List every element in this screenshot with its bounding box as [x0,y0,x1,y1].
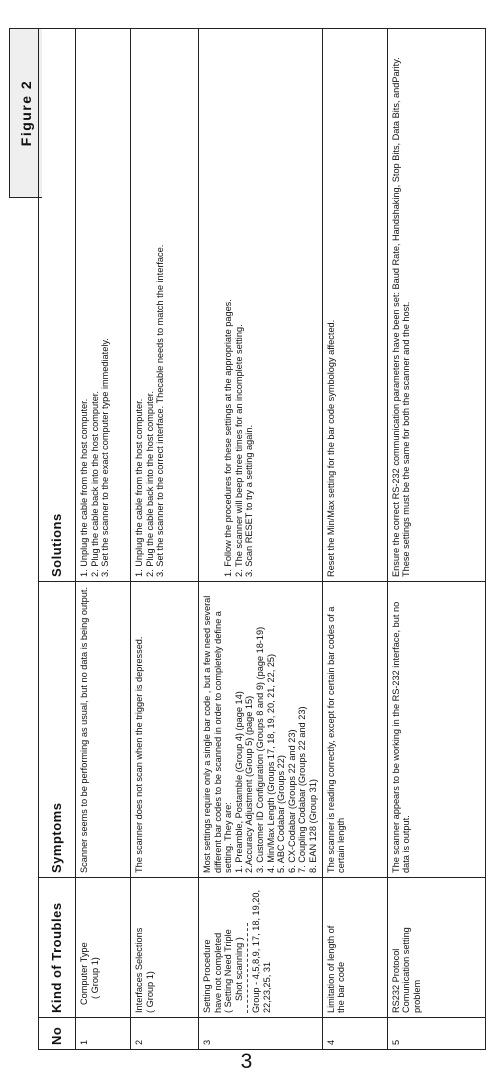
solution-line: 3. Set the scanner to the exact computer type immediately. [100,338,111,577]
kind-cell [199,878,323,1018]
header-symptoms: Symptoms [39,582,76,878]
solution-cell: Reset the Min/Max setting for the bar code symbology affected. [322,29,387,582]
kind-groups: Group - 4,5,8,9, 17, 18, 19,20, 22,23,25, 31 [251,889,272,1013]
list-item: 2.Accuracy Adjustment (Group 5) (page 15) [244,695,255,873]
kind-line: RS232 Protocol [390,948,401,1013]
symptom-list [234,586,319,873]
solution-line: 1. Unplug the cable from the host computer. [134,398,144,577]
solution-line: 2. Plug the cable back into the host computer. [144,391,155,577]
list-item: 6. CX-Codabar (Groups 22 and 23) [286,729,297,873]
kind-cell [76,878,131,1018]
row-number: 1 [76,1018,131,1050]
solution-line: 1. Follow the procedures for these settings at the appropriate pages. [223,299,233,577]
kind-cell [322,878,387,1018]
symptom-cell: The scanner does not scan when the trigger is depressed. [131,582,199,878]
list-item: 5. ABC Codabar (Groups 22) [276,755,287,873]
symptom-cell: Scanner seems to be performing as usual, but no data is being output. [76,582,131,878]
kind-line: Computer Type [79,942,89,1005]
solution-line: 2. Plug the cable back into the host computer. [89,391,100,577]
symptom-cell [199,582,323,878]
kind-line: Limitation of length of [325,925,336,1013]
list-item: 3. Customer ID Configuration (Groups 8 and 9) (page 18-19) [254,626,265,873]
list-item: 4. Min/Max Length (Groups 17, 18, 19, 20, 21, 22, 25) [265,653,276,873]
list-item: 8. EAN 128 (Group 31) [307,779,318,873]
table-row [387,29,485,1050]
table-row [199,29,323,1050]
page-number: 3 [240,1050,253,1073]
row-number: 3 [199,1018,323,1050]
list-item: 1. Preamble, Postamble (Group 4) (page 14) [233,691,244,873]
row-number: 4 [322,1018,387,1050]
list-item: 7. Coupling Codabar (Groups 22 and 23) [297,706,308,873]
solution-line: 3. Scan RESET to try a setting again. [244,424,255,577]
kind-line: Interfaces Selections [134,927,144,1013]
header-solutions: Solutions [39,29,76,582]
solution-line: 1. Unplug the cable from the host computer. [79,398,89,577]
kind-line: Shot scanning ) [233,937,244,1001]
row-number: 2 [131,1018,199,1050]
header-kind: Kind of Troubles [39,878,76,1018]
symptom-intro: Most settings require only a single bar code , but a few need several different bar codes to be scanned in order to completely define a setting. They are: [202,595,234,873]
symptom-cell: The scanner appears to be working in the RS-232 interface, but no data is output. [387,582,485,878]
kind-cell [387,878,485,1018]
kind-line: the bar code [336,961,347,1013]
kind-line: ( Setting Need Triple [223,929,234,1013]
table-row [131,29,199,1050]
header-no: No [39,1018,76,1050]
header-row [39,29,76,1050]
solution-line: 3. Set the scanner to the correct interface. Thecable needs to match the interface. [155,244,166,577]
dashed-divider [247,923,248,1013]
kind-line: have not completed [212,932,223,1013]
solution-cell: Ensure the correct RS-232 communication parameters have been set: Baud Rate, Handshaking, Stop Bits, Data Bits, andParity. These settings must be the same for both the scanner and the host. [387,29,485,582]
kind-line: ( Group 1) [144,971,155,1013]
kind-line: ( Group 1) [89,957,100,999]
figure-label: Figure 2 [9,28,42,198]
symptom-cell: The scanner is reading correctly, except for certain bar codes of a certain length [322,582,387,878]
solution-line: 2. The scanner will beep three times for an incomplete setting. [233,324,244,577]
table-row [76,29,131,1050]
kind-line: Comunication setting [401,927,412,1013]
kind-line: Setting Procedure [202,939,212,1013]
table-row [322,29,387,1050]
kind-line: problem [411,979,422,1013]
solution-cell [76,29,131,582]
troubleshooting-table [38,28,486,1050]
row-number: 5 [387,1018,485,1050]
solution-cell [131,29,199,582]
solution-cell [199,29,323,582]
kind-cell [131,878,199,1018]
